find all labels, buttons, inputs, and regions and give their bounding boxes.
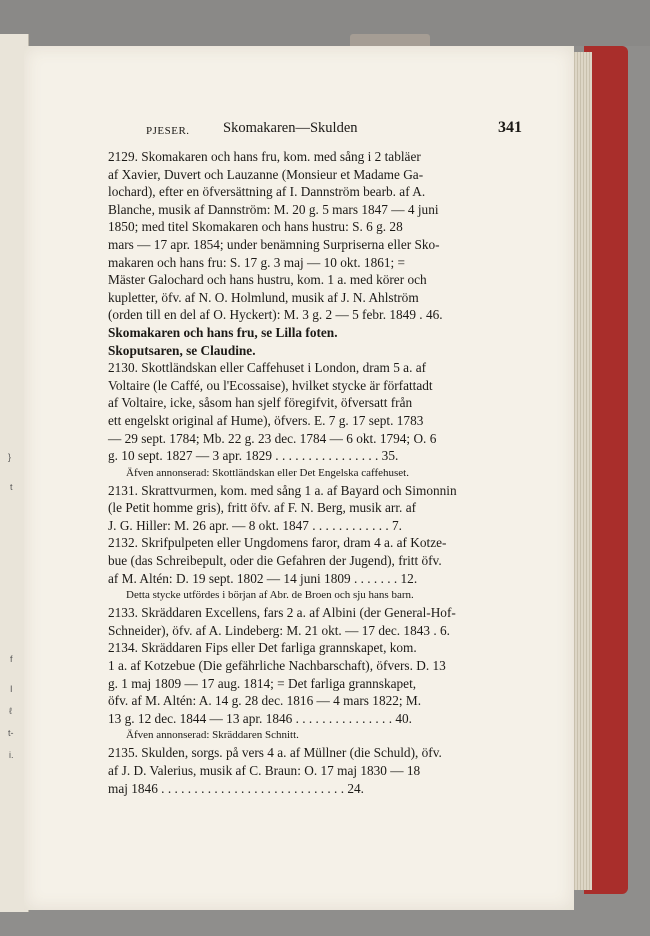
text-line: af Voltaire, icke, såsom han sjelf föregifvit, öfversatt från [108, 395, 413, 411]
text-line: 2134. Skräddaren Fips eller Det farliga grannskapet, kom. [108, 640, 417, 656]
scan-background [0, 0, 650, 46]
left-page-mark: i. [9, 750, 14, 760]
text-line: ett engelskt original af Hume), öfvers. E. 7 g. 17 sept. 1783 [108, 412, 424, 428]
text-line: lochard), efter en öfversättning af I. Dannström bearb. af A. [108, 184, 426, 200]
text-line: Blanche, musik af Dannström: M. 20 g. 5 mars 1847 — 4 juni [108, 201, 439, 217]
text-line: Mäster Galochard och hans hustru, kom. 1 a. med körer och [108, 272, 427, 288]
entry-2129 [108, 148, 524, 359]
entry-2130 [108, 359, 524, 482]
text-line: 2130. Skottländskan eller Caffehuset i London, dram 5 a. af [108, 360, 427, 376]
text-line: Schneider), öfv. af A. Lindeberg: M. 21 okt. — 17 dec. 1843 . 6. [108, 622, 450, 638]
text-line: 13 g. 12 dec. 1844 — 13 apr. 1846 . . . . . . . . . . . . . . . 40. [108, 710, 412, 726]
text-line: af M. Altén: D. 19 sept. 1802 — 14 juni 1809 . . . . . . . 12. [108, 570, 418, 586]
left-page-mark: t- [8, 728, 14, 738]
text-line: af J. D. Valerius, musik af C. Braun: O. 17 maj 1830 — 18 [108, 763, 421, 778]
left-page-mark: t [10, 482, 13, 492]
running-header [108, 120, 524, 142]
text-line: kupletter, öfv. af N. O. Holmlund, musik af J. N. Ahlström [108, 289, 419, 305]
text-line: — 29 sept. 1784; Mb. 22 g. 23 dec. 1784 — 6 okt. 1794; O. 6 [108, 430, 437, 446]
entry-2133 [108, 604, 524, 639]
text-line: öfv. af M. Altén: A. 14 g. 28 dec. 1816 — 4 mars 1822; M. [108, 693, 422, 709]
cross-reference: Skoputsaren, se Claudine. [108, 342, 256, 358]
left-page-mark: ℓ [9, 706, 12, 716]
text-line: 2133. Skräddaren Excellens, fars 2 a. af Albini (der General-Hof- [108, 605, 456, 621]
text-line: 1850; med titel Skomakaren och hans hustru: S. 6 g. 28 [108, 219, 403, 235]
annotation-note: Detta stycke utfördes i början af Abr. de Broen och sju hans barn. [126, 589, 414, 602]
text-line: 2129. Skomakaren och hans fru, kom. med sång i 2 tabläer [108, 149, 421, 164]
text-line: maj 1846 . . . . . . . . . . . . . . . . . . . . . . . . . . . . 24. [108, 780, 364, 796]
entry-2135 [108, 744, 524, 797]
entry-2131 [108, 482, 524, 535]
book-ribbon [350, 34, 430, 46]
header-title: Skomakaren—Skulden [223, 120, 358, 136]
text-line: g. 1 maj 1809 — 17 aug. 1814; = Det farliga grannskapet, [108, 675, 417, 691]
text-line: bue (das Schreibepult, oder die Gefahren der Jugend), fritt öfv. [108, 553, 442, 569]
left-page-mark: I [10, 684, 13, 694]
left-page-mark: f [10, 654, 13, 664]
text-line: 2135. Skulden, sorgs. på vers 4 a. af Müllner (die Schuld), öfv. [108, 745, 442, 761]
text-line: (le Petit homme gris), fritt öfv. af F. N. Berg, musik arr. af [108, 500, 417, 516]
left-page-mark: } [8, 452, 12, 462]
text-line: g. 10 sept. 1827 — 3 apr. 1829 . . . . . . . . . . . . . . . . 35. [108, 448, 399, 464]
text-line: Voltaire (le Caffé, ou l'Ecossaise), hvilket stycke är författadt [108, 377, 433, 393]
entry-2134 [108, 639, 524, 744]
text-line: (orden till en del af O. Hyckert): M. 3 g. 2 — 5 febr. 1849 . 46. [108, 307, 443, 323]
text-line: af Xavier, Duvert och Lauzanne (Monsieur et Madame Ga- [108, 166, 424, 182]
entry-2132 [108, 534, 524, 604]
text-line: makaren och hans fru: S. 17 g. 3 maj — 10 okt. 1861; = [108, 254, 406, 270]
text-line: mars — 17 apr. 1854; under benämning Surpriserna eller Sko- [108, 236, 440, 252]
annotation-note: Äfven annonserad: Skottländskan eller Det Engelska caffehuset. [126, 466, 409, 479]
cross-reference: Skomakaren och hans fru, se Lilla foten. [108, 324, 338, 340]
book-page [24, 46, 574, 910]
text-line: 2132. Skrifpulpeten eller Ungdomens faror, dram 4 a. af Kotze- [108, 535, 447, 551]
text-line: 1 a. af Kotzebue (Die gefährliche Nachbarschaft), öfvers. D. 13 [108, 658, 446, 674]
page-content [108, 120, 524, 797]
text-line: 2131. Skrattvurmen, kom. med sång 1 a. af Bayard och Simonnin [108, 482, 457, 498]
text-line: J. G. Hiller: M. 26 apr. — 8 okt. 1847 . . . . . . . . . . . . 7. [108, 517, 402, 533]
page-stack-edge [572, 52, 592, 890]
page-number: 341 [498, 119, 522, 136]
annotation-note: Äfven annonserad: Skräddaren Schnitt. [126, 729, 299, 742]
header-section: PJESER. [146, 125, 190, 137]
